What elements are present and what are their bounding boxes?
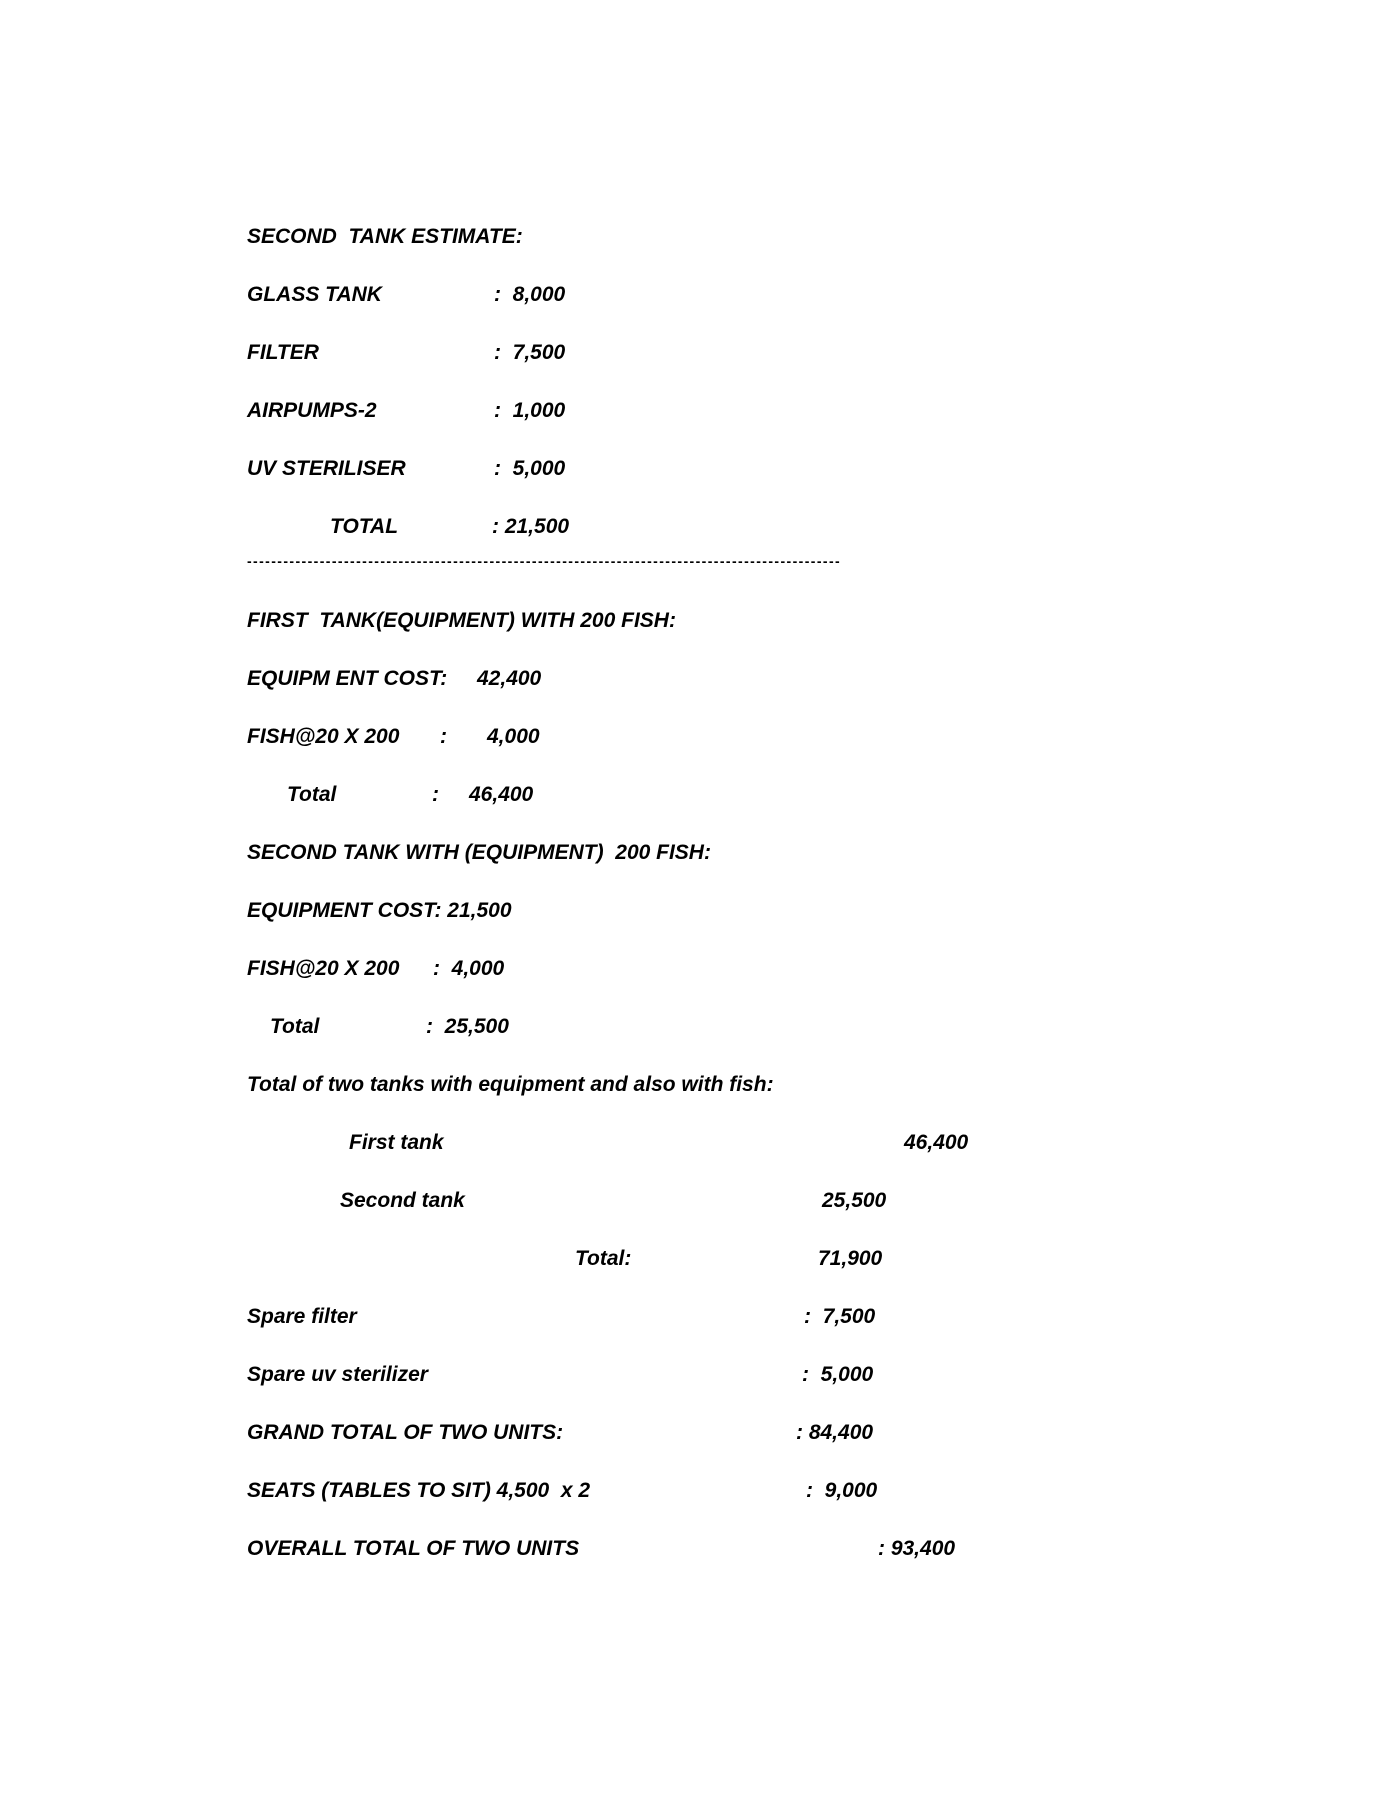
first-tank-fish-colon: : [440,725,447,748]
seats-value: : 9,000 [806,1479,878,1502]
second-tank-fish-label: FISH@20 X 200 [247,957,400,980]
first-tank-fish-label: FISH@20 X 200 [247,725,400,748]
grand-total-label: GRAND TOTAL OF TWO UNITS: [247,1421,564,1444]
airpumps-value: : 1,000 [494,399,566,422]
spare-uv-value: : 5,000 [802,1363,874,1386]
summary-total-label: Total: [575,1247,632,1270]
summary-total-value: 71,900 [818,1247,883,1270]
second-estimate-total-value: : 21,500 [492,515,570,538]
glass-tank-value: : 8,000 [494,283,566,306]
second-estimate-heading: SECOND TANK ESTIMATE: [247,225,523,248]
first-tank-total-label: Total [287,783,337,806]
grand-total-value: : 84,400 [796,1421,874,1444]
second-tank-total-value: : 25,500 [426,1015,509,1038]
first-tank-fish-value: 4,000 [487,725,540,748]
summary-first-label: First tank [349,1131,444,1154]
second-tank-fish-value: : 4,000 [433,957,505,980]
second-estimate-total-label: TOTAL [330,515,399,538]
overall-total-label: OVERALL TOTAL OF TWO UNITS [247,1537,580,1560]
filter-label: FILTER [247,341,319,364]
spare-filter-label: Spare filter [247,1305,357,1328]
uv-steriliser-value: : 5,000 [494,457,566,480]
second-tank-total-label: Total [270,1015,320,1038]
first-tank-total-value: 46,400 [469,783,534,806]
summary-second-label: Second tank [340,1189,465,1212]
first-tank-equipment-label: EQUIPM ENT COST: [247,667,448,690]
spare-filter-value: : 7,500 [804,1305,876,1328]
seats-label: SEATS (TABLES TO SIT) 4,500 x 2 [247,1479,591,1502]
uv-steriliser-label: UV STERILISER [247,457,406,480]
filter-value: : 7,500 [494,341,566,364]
second-tank-equipment-line: EQUIPMENT COST: 21,500 [247,899,512,922]
glass-tank-label: GLASS TANK [247,283,382,306]
first-tank-total-colon: : [432,783,439,806]
overall-total-value: : 93,400 [878,1537,956,1560]
divider-line: -------------------------------------------------------------------------------------------------- [247,553,842,569]
summary-heading: Total of two tanks with equipment and also with fish: [247,1073,774,1096]
summary-first-value: 46,400 [904,1131,969,1154]
first-tank-heading: FIRST TANK(EQUIPMENT) WITH 200 FISH: [247,609,676,632]
summary-second-value: 25,500 [822,1189,887,1212]
spare-uv-label: Spare uv sterilizer [247,1363,428,1386]
first-tank-equipment-value: 42,400 [477,667,542,690]
second-tank-heading: SECOND TANK WITH (EQUIPMENT) 200 FISH: [247,841,711,864]
airpumps-label: AIRPUMPS-2 [247,399,377,422]
